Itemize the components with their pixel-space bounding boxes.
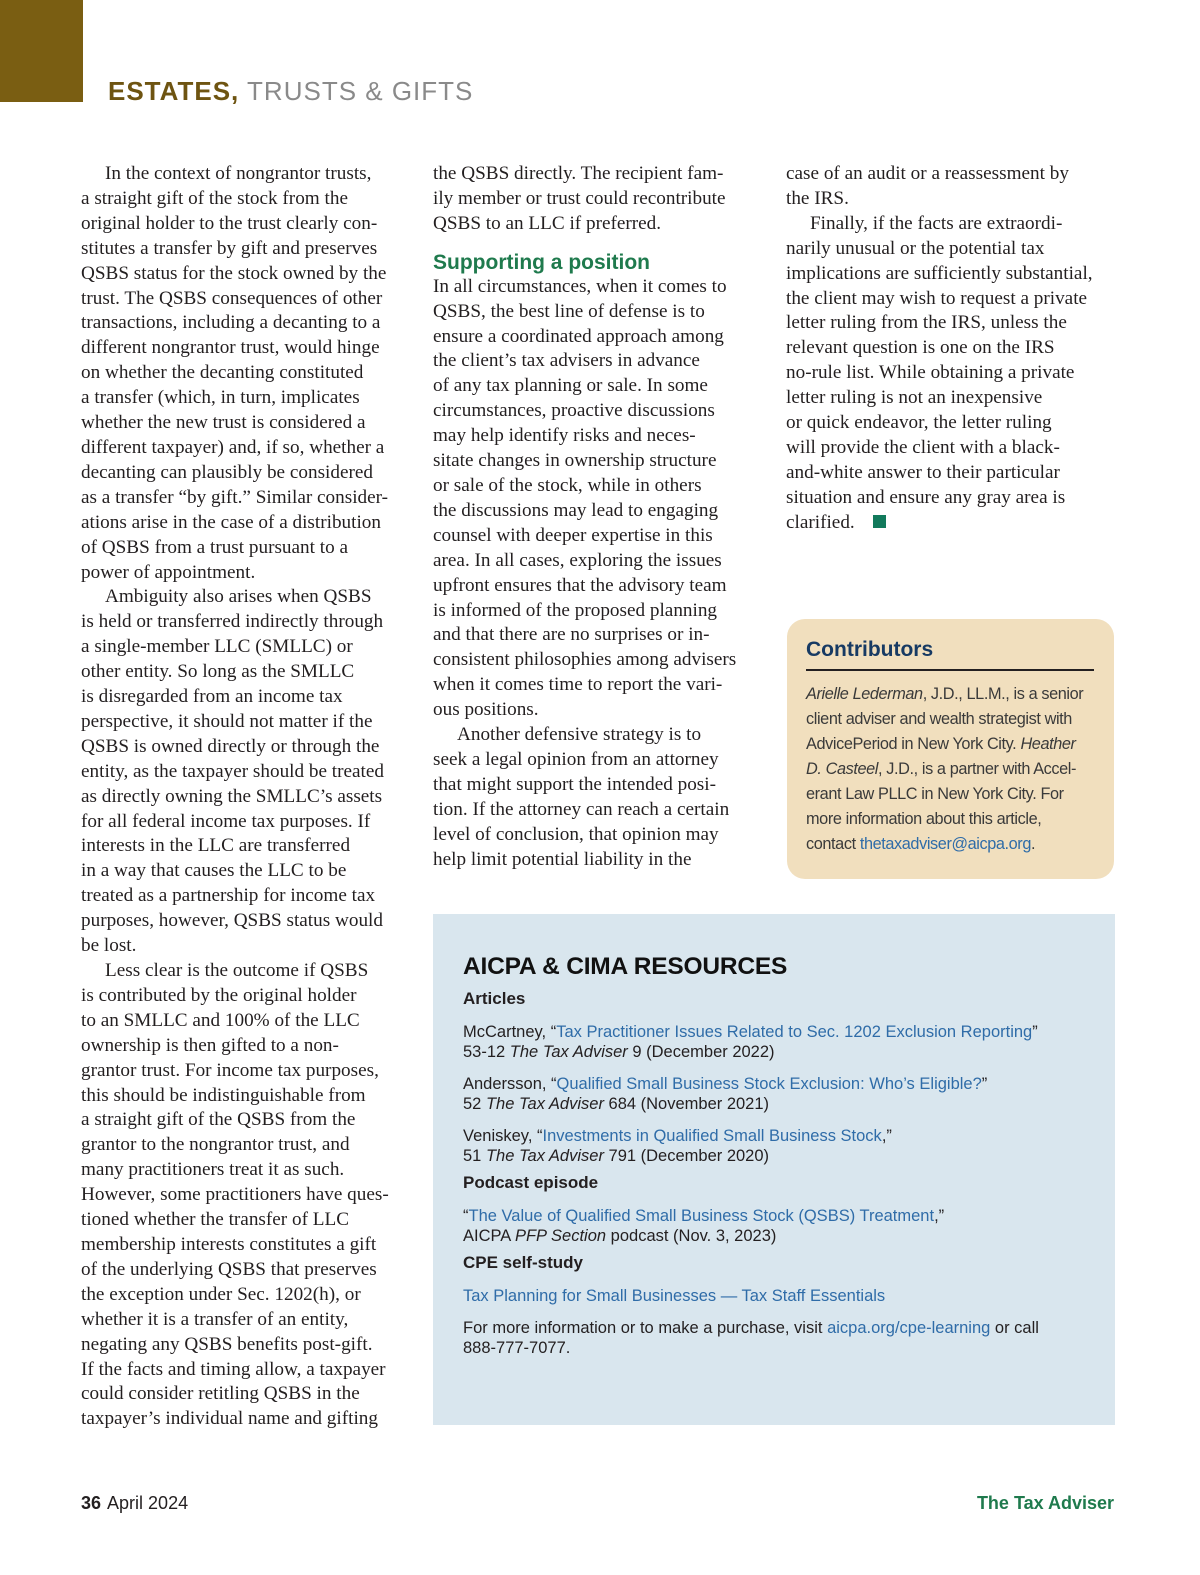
more-info [463,1318,1085,1358]
text-line: entity, as the taxpayer should be treated [81,760,384,782]
article-column-2 [433,162,763,872]
text-line: tioned whether the transfer of LLC [81,1209,349,1231]
text-line: the client may wish to request a private [786,287,1088,309]
text-line: that might support the intended posi- [433,773,716,795]
section-header-light: TRUSTS & GIFTS [247,76,474,106]
text-line: be lost. [81,935,137,957]
more-info-text: or call [990,1319,1039,1337]
article-reference [463,1022,1085,1062]
text-line: of QSBS from a trust pursuant to a [81,536,349,558]
text-line: membership interests constitutes a gift [81,1233,377,1255]
text-line: QSBS, the best line of defense is to [433,300,705,322]
cpe-label: CPE self-study [463,1253,583,1272]
section-header [108,76,473,107]
ref-author: McCartney, “ [463,1023,557,1041]
resources-title: AICPA & CIMA RESOURCES [463,953,788,980]
contributor-name-2b: D. Casteel [806,760,879,778]
bio-text: erant Law PLLC in New York City. For [806,785,1064,803]
footer-page-info [81,1493,188,1514]
text-line: the QSBS directly. The recipient fam- [433,163,724,184]
issue-date: April 2024 [107,1493,189,1513]
text-line: of the underlying QSBS that preserves [81,1258,377,1280]
text-line: a straight gift of the stock from the [81,187,348,209]
text-line: implications are sufficiently substantial, [786,262,1093,284]
text-line: whether it is a transfer of an entity, [81,1308,349,1330]
text-line: grantor trust. For income tax purposes, [81,1059,379,1081]
text-line: QSBS status for the stock owned by the [81,262,387,284]
ref-author: Andersson, “ [463,1075,557,1093]
text-line: situation and ensure any gray area is [786,486,1066,508]
text-line: power of appointment. [81,561,256,583]
text-line: as a transfer “by gift.” Similar consider- [81,486,389,508]
ref-volume: 52 [463,1095,486,1113]
text-line: different taxpayer) and, if so, whether a [81,436,385,458]
cpe-course-link[interactable]: Tax Planning for Small Businesses — Tax Staff Essentials [463,1287,886,1305]
end-of-article-mark [873,515,886,528]
text-line: for all federal income tax purposes. If [81,810,371,832]
text-line: this should be indistinguishable from [81,1084,366,1106]
paragraph [81,585,411,959]
text-line: original holder to the trust clearly con- [81,212,378,234]
text-line: QSBS is owned directly or through the [81,735,380,757]
text-line: in a way that causes the LLC to be [81,860,347,882]
text-line: of any tax planning or sale. In some [433,375,708,397]
paragraph [433,162,763,237]
article-reference [463,1074,1085,1114]
text-line: grantor to the nongrantor trust, and [81,1134,350,1156]
text-line: interests in the LLC are transferred [81,835,351,857]
ref-cite: 684 (November 2021) [603,1095,770,1113]
ref-punct: ” [981,1075,988,1093]
text-line: relevant question is one on the IRS [786,337,1055,359]
text-line: a straight gift of the QSBS from the [81,1109,356,1131]
article-link[interactable]: Investments in Qualified Small Business Stock [542,1127,882,1145]
text-line: consistent philosophies among advisers [433,649,737,671]
text-line: upfront ensures that the advisory team [433,574,727,596]
article-link[interactable]: Qualified Small Business Stock Exclusion: Who’s Eligible? [556,1075,982,1093]
text-line: stitutes a transfer by gift and preserves [81,237,378,259]
text-line: level of conclusion, that opinion may [433,823,719,845]
paragraph [786,162,1116,212]
ref-cite: 791 (December 2020) [603,1147,770,1165]
text-line: counsel with deeper expertise in this [433,524,713,546]
bio-text: client adviser and wealth strategist with [806,710,1072,728]
text-line: the client’s tax advisers in advance [433,350,700,372]
text-line: letter ruling from the IRS, unless the [786,312,1067,334]
ref-volume: 51 [463,1147,486,1165]
article-link[interactable]: Tax Practitioner Issues Related to Sec. 1202 Exclusion Reporting [556,1023,1033,1041]
ref-cite: podcast (Nov. 3, 2023) [606,1227,777,1245]
text-line: However, some practitioners have ques- [81,1184,389,1206]
subheading-supporting-position: Supporting a position [433,250,650,274]
paragraph [433,275,763,723]
ref-cite: 9 (December 2022) [627,1043,775,1061]
text-line: whether the new trust is considered a [81,412,366,434]
text-line: will provide the client with a black- [786,436,1060,458]
text-line: is contributed by the original holder [81,984,357,1006]
podcast-link[interactable]: The Value of Qualified Small Business Stock (QSBS) Treatment [468,1207,935,1225]
text-line: different nongrantor trust, would hinge [81,337,380,359]
text-line: and-white answer to their particular [786,461,1060,483]
text-line: and that there are no surprises or in- [433,624,710,646]
text-line: letter ruling is not an inexpensive [786,387,1043,409]
bio-text: . [1030,835,1036,853]
article-reference [463,1126,1085,1166]
ref-org: AICPA [463,1227,515,1245]
podcast-reference [463,1206,1085,1246]
text-line: to an SMLLC and 100% of the LLC [81,1009,360,1031]
text-line: ily member or trust could recontribute [433,187,726,209]
text-line: In all circumstances, when it comes to [433,275,727,297]
text-line: treated as a partnership for income tax [81,885,376,907]
article-column-3 [786,162,1116,536]
text-line: the IRS. [786,187,849,209]
text-line: decanting can plausibly be considered [81,461,373,483]
text-line: a transfer (which, in turn, implicates [81,387,360,409]
text-line: Finally, if the facts are extraordi- [810,212,1063,234]
text-line: ations arise in the case of a distribution [81,511,381,533]
text-line: If the facts and timing allow, a taxpayer [81,1358,386,1380]
bio-text: , J.D., LL.M., is a senior [922,685,1084,703]
text-line: Another defensive strategy is to [457,724,702,746]
ref-author: Veniskey, “ [463,1127,543,1145]
cpe-reference [463,1286,1085,1306]
ref-punct: ,” [934,1207,945,1225]
text-line: sitate changes in ownership structure [433,450,717,472]
ref-section: PFP Section [514,1227,607,1245]
text-line: as directly owning the SMLLC’s assets [81,785,383,807]
text-line: many practitioners treat it as such. [81,1159,345,1181]
ref-volume: 53-12 [463,1043,510,1061]
ref-journal: The Tax Adviser [509,1043,628,1061]
publication-name: The Tax Adviser [976,1493,1114,1513]
paragraph-last-line: clarified. [786,511,855,533]
paragraph [81,162,411,585]
paragraph [786,212,1116,536]
ref-punct: ,” [881,1127,892,1145]
text-line: help limit potential liability in the [433,848,692,870]
text-line: Ambiguity also arises when QSBS [105,586,372,608]
text-line: seek a legal opinion from an attorney [433,748,719,770]
text-line: or sale of the stock, while in others [433,474,702,496]
contributor-name-2a: Heather [1020,735,1076,753]
text-line: trust. The QSBS consequences of other [81,287,383,309]
text-line: tion. If the attorney can reach a certain [433,798,730,820]
more-info-text: For more information or to make a purchase, visit [463,1319,828,1337]
paragraph [81,959,411,1432]
text-line: area. In all cases, exploring the issues [433,549,722,571]
text-line: Less clear is the outcome if QSBS [105,960,369,981]
articles-label: Articles [463,989,526,1008]
section-header-strong: ESTATES, [108,76,240,106]
paragraph [433,723,763,872]
text-line: perspective, it should not matter if the [81,710,373,732]
ref-punct: “ [463,1207,469,1225]
ref-journal: The Tax Adviser [485,1147,604,1165]
ref-punct: ” [1032,1023,1038,1041]
podcast-label: Podcast episode [463,1173,599,1192]
text-line: purposes, however, QSBS status would [81,910,383,932]
text-line: In the context of nongrantor trusts, [105,163,372,184]
paragraph-lines [786,212,1116,511]
brand-color-block [0,0,83,102]
text-line: QSBS to an LLC if preferred. [433,212,662,234]
text-line: may help identify risks and neces- [433,425,696,447]
text-line: or quick endeavor, the letter ruling [786,412,1052,434]
article-column-1 [81,162,411,1432]
text-line: a single-member LLC (SMLLC) or [81,636,353,658]
text-line: is informed of the proposed planning [433,599,718,621]
text-line: other entity. So long as the SMLLC [81,661,355,683]
cpe-learning-link[interactable]: aicpa.org/cpe-learning [827,1319,991,1337]
text-line: the exception under Sec. 1202(h), or [81,1283,361,1305]
phone-number: 888-777-7077. [463,1339,571,1357]
text-line: no-rule list. While obtaining a private [786,362,1075,384]
text-line: ensure a coordinated approach among [433,325,724,347]
bio-text: , J.D., is a partner with Accel- [878,760,1077,778]
contributors-title: Contributors [806,637,1094,671]
text-line: negating any QSBS benefits post-gift. [81,1333,373,1355]
contributors-box [787,619,1114,879]
text-line: the discussions may lead to engaging [433,499,719,521]
text-line: on whether the decanting constituted [81,362,364,384]
text-line: taxpayer’s individual name and gifting [81,1408,378,1430]
text-line: ownership is then gifted to a non- [81,1034,339,1056]
text-line: could consider retitling QSBS in the [81,1383,360,1405]
bio-text: contact [806,835,860,853]
text-line: when it comes time to report the vari- [433,674,723,696]
page-number: 36 [81,1493,102,1513]
text-line: is disregarded from an income tax [81,686,343,708]
contributor-name-1: Arielle Lederman [806,685,923,703]
bio-text: AdvicePeriod in New York City. [806,735,1021,753]
ref-journal: The Tax Adviser [485,1095,604,1113]
text-line: circumstances, proactive discussions [433,400,715,422]
contributors-bio [806,682,1094,857]
bio-text: more information about this article, [806,810,1042,828]
text-line: case of an audit or a reassessment by [786,163,1069,184]
text-line: narily unusual or the potential tax [786,237,1045,259]
contact-email-link[interactable]: thetaxadviser@aicpa.org [859,835,1031,853]
text-line: ous positions. [433,699,539,721]
resources-box [433,914,1115,1425]
text-line: is held or transferred indirectly through [81,611,384,633]
text-line: transactions, including a decanting to a [81,312,381,334]
